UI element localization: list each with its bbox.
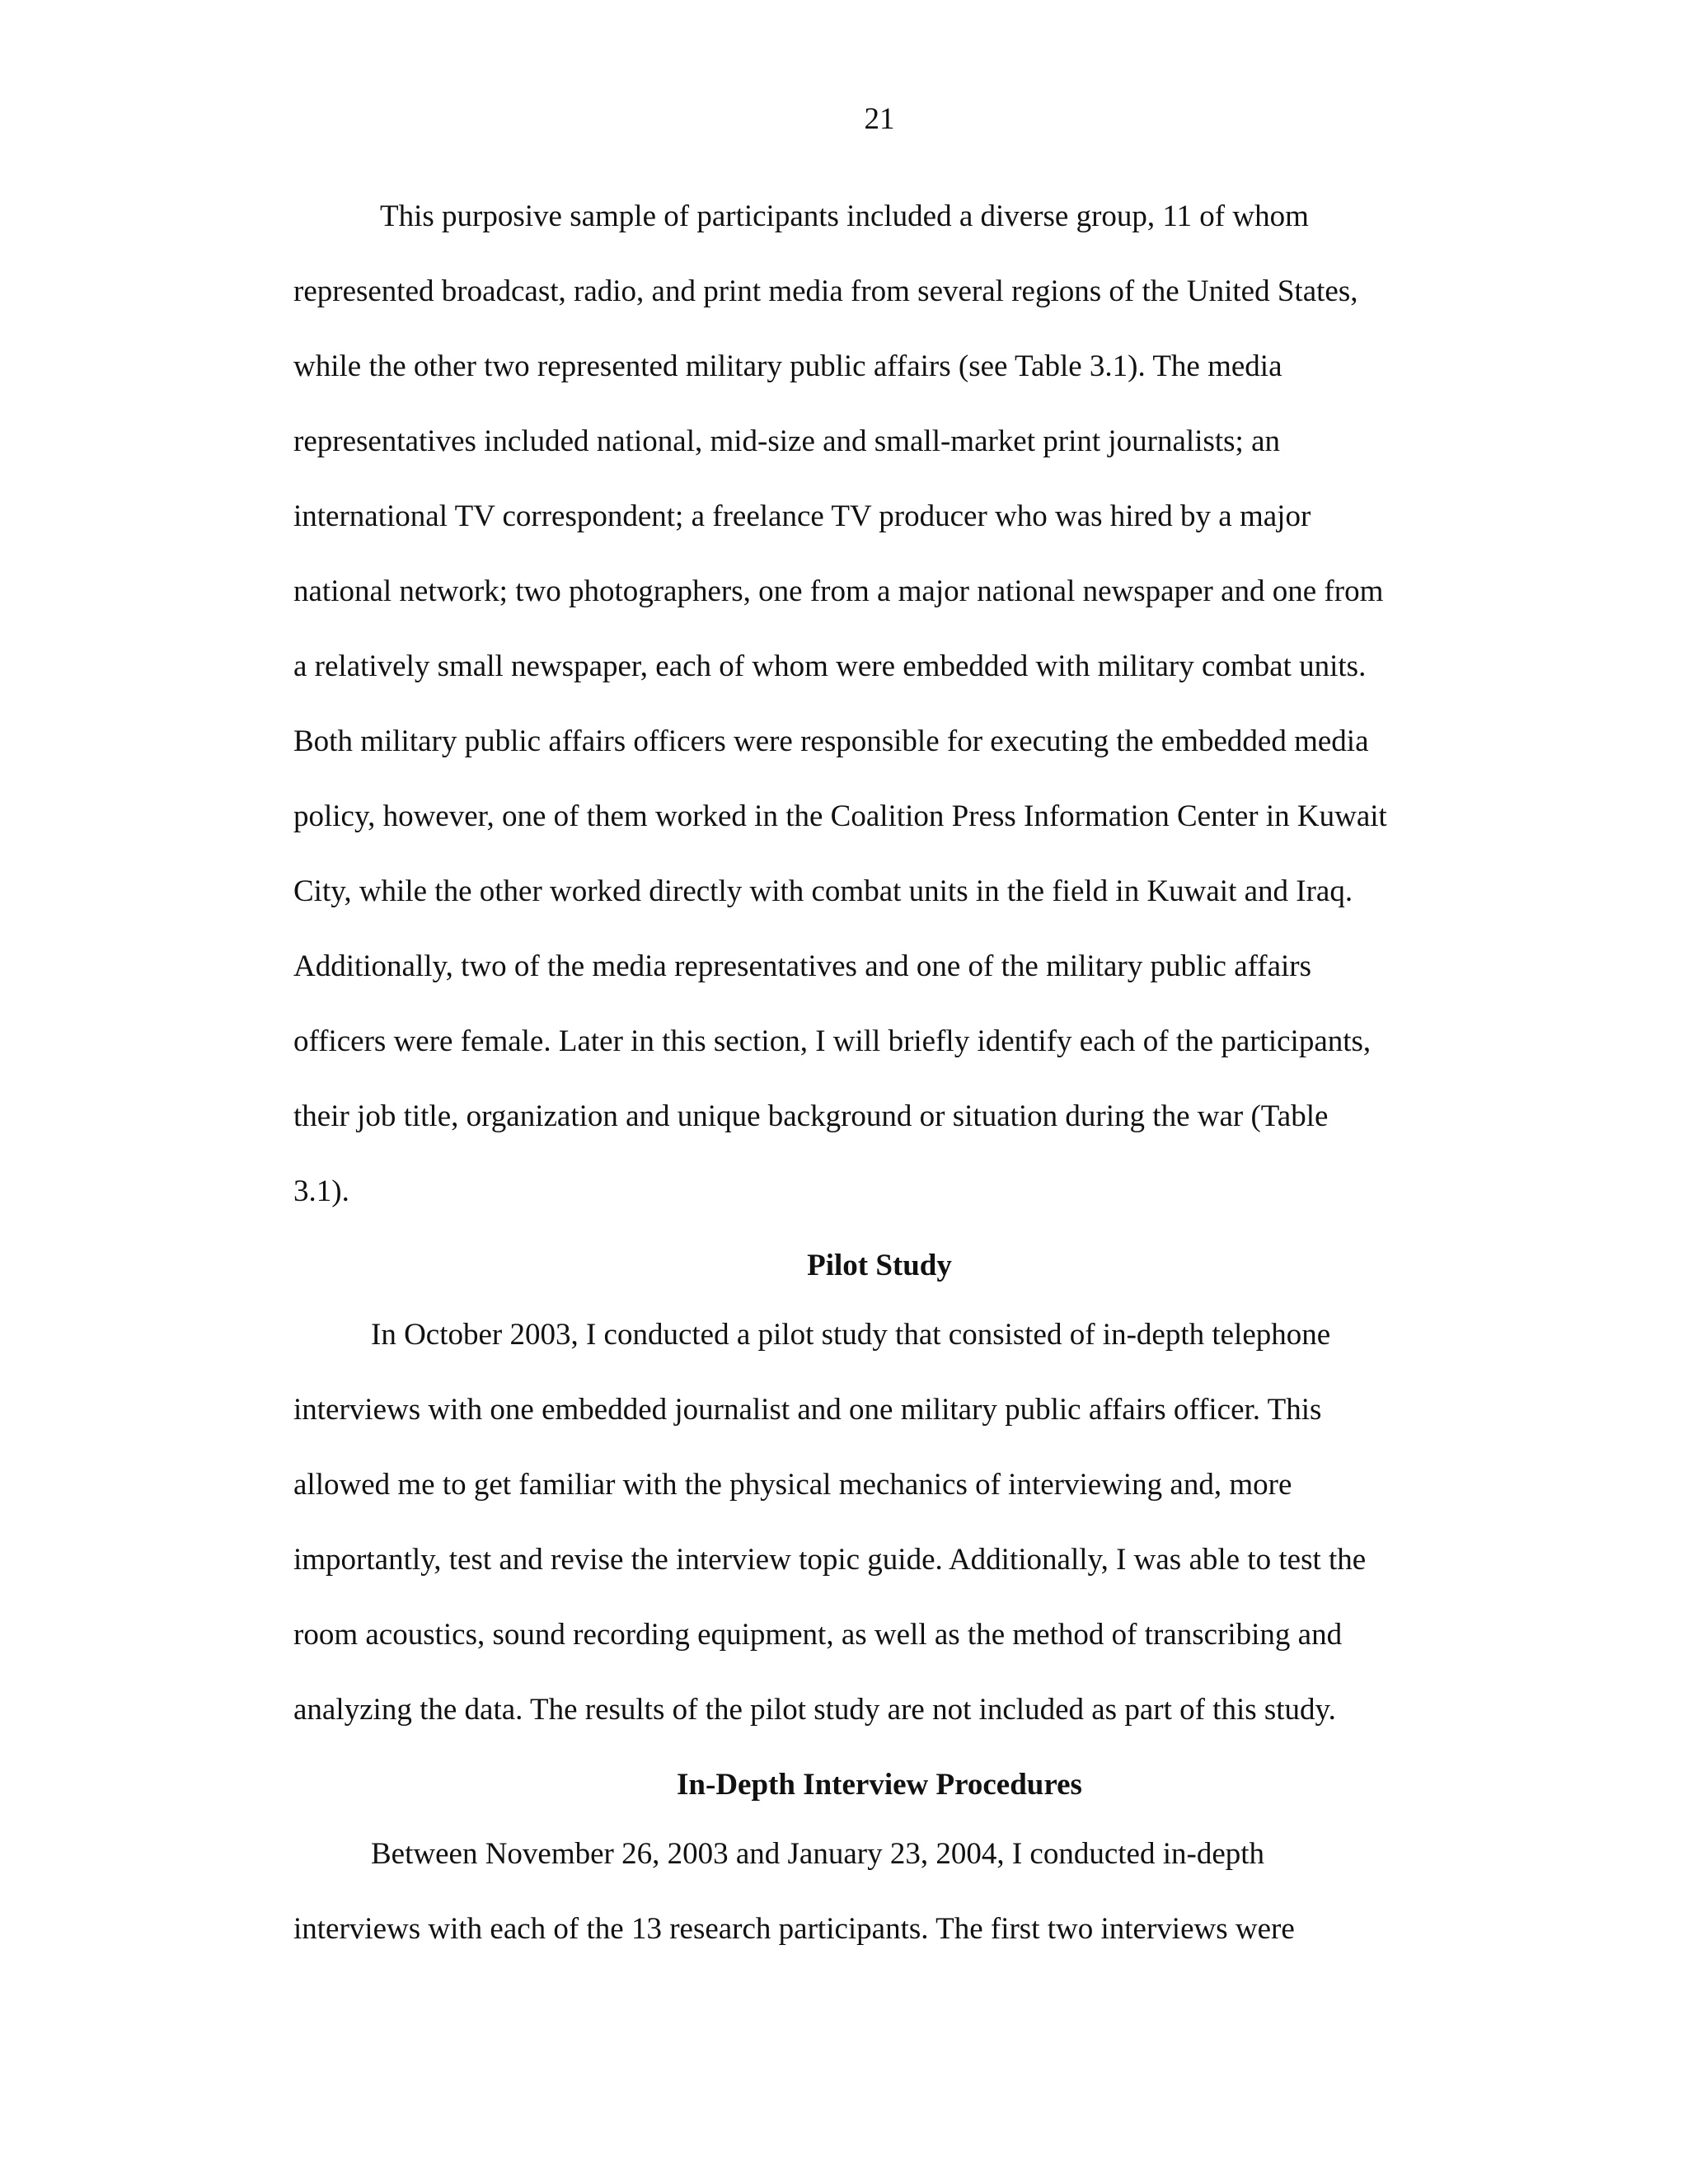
text-line: interviews with each of the 13 research participants. The first two interviews were xyxy=(293,1912,1295,1946)
text-line: national network; two photographers, one from a major national newspaper and one from xyxy=(293,574,1384,608)
text-line: This purposive sample of participants included a diverse group, 11 of whom xyxy=(380,199,1309,233)
text-line: officers were female. Later in this section, I will briefly identify each of the participants, xyxy=(293,1024,1372,1058)
text-line: 3.1). xyxy=(293,1174,349,1208)
page-number: 21 xyxy=(864,102,895,136)
text-line: represented broadcast, radio, and print media from several regions of the United States, xyxy=(293,274,1358,308)
section-heading-pilot-study: Pilot Study xyxy=(807,1249,952,1282)
text-line: Additionally, two of the media representatives and one of the military public affairs xyxy=(293,949,1312,983)
text-line: a relatively small newspaper, each of whom were embedded with military combat units. xyxy=(293,649,1367,683)
text-line: Both military public affairs officers were responsible for executing the embedded media xyxy=(293,724,1369,758)
text-line: while the other two represented military public affairs (see Table 3.1). The media xyxy=(293,349,1282,383)
text-line: interviews with one embedded journalist and one military public affairs officer. This xyxy=(293,1393,1322,1427)
text-line: international TV correspondent; a freelance TV producer who was hired by a major xyxy=(293,499,1311,533)
text-line: In October 2003, I conducted a pilot study that consisted of in-depth telephone xyxy=(371,1318,1331,1352)
text-line: policy, however, one of them worked in the Coalition Press Information Center in Kuwait xyxy=(293,799,1387,833)
text-line: analyzing the data. The results of the pilot study are not included as part of this study. xyxy=(293,1693,1336,1727)
section-heading-interview-procedures: In-Depth Interview Procedures xyxy=(677,1768,1082,1802)
text-line: their job title, organization and unique background or situation during the war (Table xyxy=(293,1099,1329,1133)
text-line: allowed me to get familiar with the physical mechanics of interviewing and, more xyxy=(293,1468,1292,1502)
text-line: importantly, test and revise the interview topic guide. Additionally, I was able to test the xyxy=(293,1543,1367,1577)
text-line: room acoustics, sound recording equipment, as well as the method of transcribing and xyxy=(293,1618,1343,1652)
text-line: representatives included national, mid-size and small-market print journalists; an xyxy=(293,424,1281,458)
text-line: Between November 26, 2003 and January 23, 2004, I conducted in-depth xyxy=(371,1837,1265,1871)
text-line: City, while the other worked directly with combat units in the field in Kuwait and Iraq. xyxy=(293,874,1353,908)
